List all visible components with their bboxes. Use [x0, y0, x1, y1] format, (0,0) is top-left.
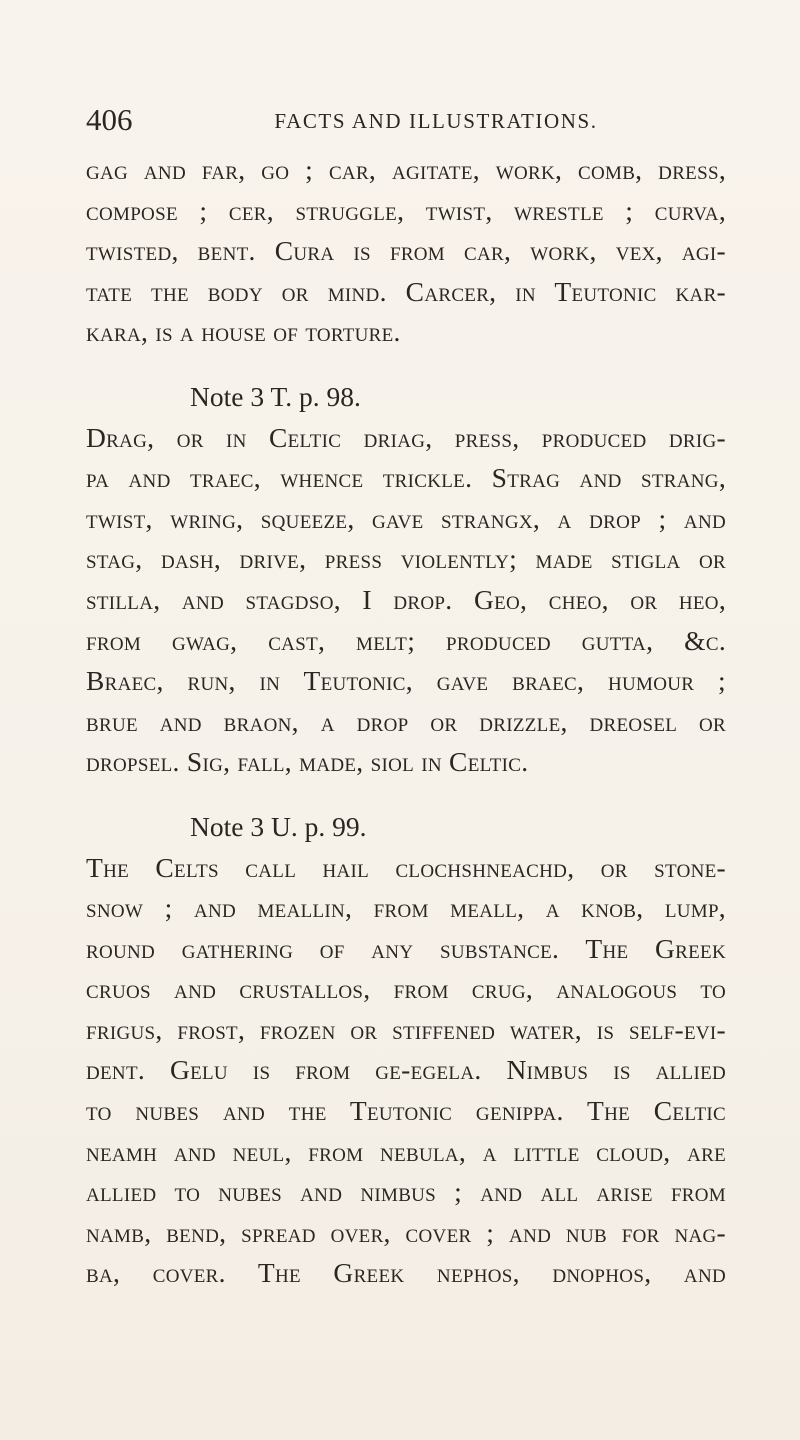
text-line: neamh and neul, from nebula, a little cloud, are [86, 1135, 726, 1167]
paragraph-1 [86, 150, 726, 353]
note-u-paragraph [86, 848, 726, 1295]
text-line: to nubes and the Teutonic genippa. The Celtic [86, 1095, 726, 1127]
text-line: ba, cover. The Greek nephos, dnophos, and [86, 1257, 726, 1289]
text-line: stilla, and stagdso, I drop. Geo, cheo, or heo, [86, 583, 726, 615]
running-title: FACTS AND ILLUSTRATIONS. [274, 109, 598, 133]
note-heading-u: Note 3 U. p. 99. [190, 810, 367, 842]
text-line: Braec, run, in Teutonic, gave braec, humour ; [86, 665, 726, 697]
page-number: 406 [86, 102, 133, 137]
text-line: frigus, frost, frozen or stiffened water, is self-evi- [86, 1013, 726, 1045]
body-text [86, 150, 726, 1294]
text-line: snow ; and meallin, from meall, a knob, lump, [86, 892, 726, 924]
text-line: stag, dash, drive, press violently; made stigla or [86, 543, 726, 575]
text-line: brue and braon, a drop or drizzle, dreosel or [86, 705, 726, 737]
text-line: dent. Gelu is from ge-egela. Nimbus is allied [86, 1054, 726, 1086]
page-header [86, 100, 726, 140]
text-line: dropsel. Sig, fall, made, siol in Celtic. [86, 746, 529, 778]
text-line: round gathering of any substance. The Greek [86, 932, 726, 964]
text-line: compose ; cer, struggle, twist, wrestle ; curva, [86, 194, 726, 226]
text-line: gag and far, go ; car, agitate, work, comb, dress, [86, 154, 726, 185]
text-line: cruos and crustallos, from crug, analogous to [86, 973, 726, 1005]
text-line: twisted, bent. Cura is from car, work, vex, agi- [86, 235, 726, 267]
text-line: namb, bend, spread over, cover ; and nub for nag- [86, 1216, 726, 1248]
note-heading-t: Note 3 T. p. 98. [190, 380, 361, 412]
text-line: pa and traec, whence trickle. Strag and strang, [86, 462, 726, 494]
note-t-paragraph [86, 418, 726, 783]
text-line: twist, wring, squeeze, gave strangx, a drop ; and [86, 502, 726, 534]
text-line: from gwag, cast, melt; produced gutta, &c. [86, 624, 726, 656]
text-line: tate the body or mind. Carcer, in Teutonic kar- [86, 275, 726, 307]
text-line: allied to nubes and nimbus ; and all arise from [86, 1176, 726, 1208]
text-line: kara, is a house of torture. [86, 316, 401, 348]
text-line: The Celts call hail clochshneachd, or stone- [86, 851, 726, 883]
text-line: Drag, or in Celtic driag, press, produced drig- [86, 421, 726, 453]
